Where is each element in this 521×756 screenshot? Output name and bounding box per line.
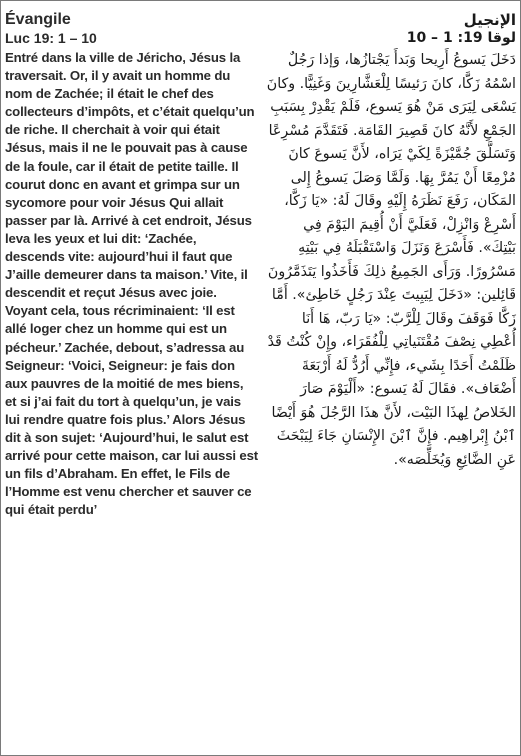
arabic-title: الإنجيل [463,11,516,29]
french-gospel-text: Entré dans la ville de Jéricho, Jésus la traversait. Or, il y avait un homme du nom de Zachée; il était le chef des collecteurs d’impôts, et c’était quelqu’un de riche. Il cherchait à voir qui était Jésus, mais il ne le pouvait pas à cause de la foule, car il était de petite taille. Il courut donc en avant et grimpa sur un sycomore pour voir Jésus Qui allait passer par là. Arrivé à cet endroit, Jésus leva les yeux et lui dit: ‘Zachée, descends vite: aujourd’hui il faut que J’aille demeurer dans ta maison.’ Vite, il descendit et reçut Jésus avec joie. Voyant cela, tous récriminaient: ‘Il est allé loger chez un homme qui est un pécheur.’ Zachée, debout, s’adressa au Seigneur: ‘Voici, Seigneur: je fais don aux pauvres de la moitié de mes biens, et si j’ai fait du tort à quelqu’un, je vais lui rendre quatre fois plus.’ Alors Jésus dit à son sujet: ‘Aujourd’hui, le salut est arrivé pour cette maison, car lui aussi est un fils d’Abraham. En effet, le Fils de l’Homme est venu chercher et sauver ce qui était perdu’ [5,50,259,518]
french-reference: Luc 19: 1 – 10 [5,30,97,46]
arabic-reference: لوقا 19: 1 – 10 [406,30,516,46]
reading-page [5,5,516,751]
french-column [5,5,262,751]
arabic-gospel-text: دَخَلَ يَسوعُ أَرِيحا وَبَدأَ يَجْتازُها، وَإذا رَجُلٌ اسْمُهُ زَكَّا، كانَ رَئيسًا لِلْعَشَّارِينَ وَغَنِيًّا. وكانَ يَسْعَى لِيَرَى مَنْ هُوَ يَسوع، فَلَمْ يَقْدِرْ بِسَبَبِ الجَمْعِ لأَنَّهُ كانَ قَصِيرَ القَامَة. فَتَقَدَّمَ مُسْرِعًا وَتَسَلَّقَ جُمَّيْزَةً لِكَيْ يَرَاه، لأَنَّ يَسوعَ كانَ مُزْمِعًا أَنْ يَمُرَّ بِهَا. وَلَمَّا وَصَلَ يَسوعُ إِلى المَكَان، رَفَعَ نَظَرَهُ إِلَيْهِ وقَالَ لَهُ: «يَا زَكَّا، أَسْرِعْ وَانْزِلْ، فَعَلَيَّ أَنْ أُقِيمَ اليَوْمَ فِي بَيْتِكَ». فَأَسْرَعَ وَنَزَلَ وَاسْتَقْبَلَهُ فِي بَيْتِهِ مَسْرُورًا. وَرَأَى الجَمِيعُ ذلِكَ فَأَخَذُوا يَتَذَمَّرُونَ قَائِلين: «دَخَلَ لِيَبِيتَ عِنْدَ رَجُلٍ خَاطِئ». أَمَّا زَكَّا فَوَقَفَ وقَالَ لِلْرَّبّ: «يَا رَبّ، هَا أَنَا أُعْطِي نِصْفَ مُقْتَنَياتِي لِلْفُقَرَاء، وإِنْ كُنْتُ قَدْ ظَلَمْتُ أَحَدًا بِشَيء، فإِنِّي أَرُدُّ لَهُ أَرْبَعَةَ أَضْعَاف». فقَالَ لَهُ يَسوع: «أَلْيَوْمَ صَارَ الخَلاصُ لِهذَا البَيْت، لأَنَّ هذَا الرَّجُلَ هُوَ أَيْضًا ٱبْنُ إِبْراهِيم. فإِنَّ ٱبْنَ الإِنْسَانِ جَاءَ لِيَبْحَثَ عَنِ الضَّائِعِ وَيُخَلِّصَه». [266,52,516,468]
french-title: Évangile [5,11,71,28]
arabic-column [262,5,516,751]
